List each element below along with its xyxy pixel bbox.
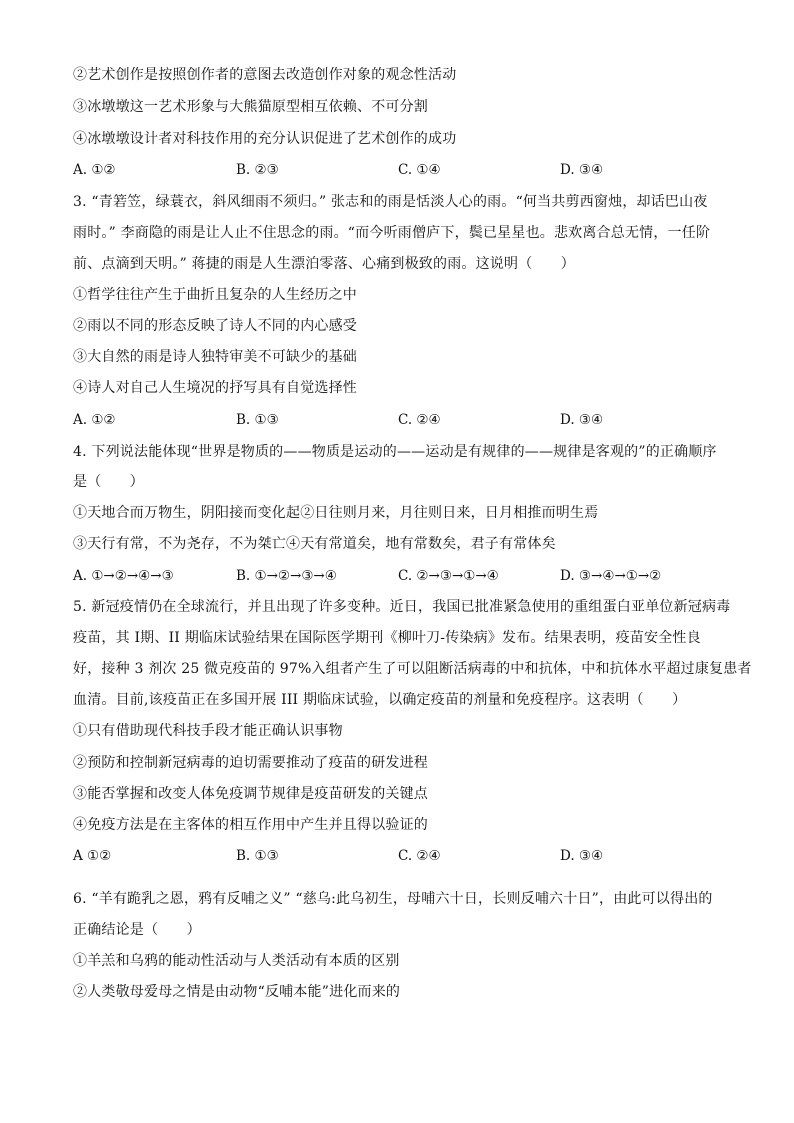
q3-stem-line-1: 3. “青箬笠，绿蓑衣，斜风细雨不须归。” 张志和的雨是恬淡人心的雨。“何当共剪西窗烛，却话巴山夜 (73, 194, 708, 210)
q6-stem-line-2: 正确结论是（ ） (73, 922, 201, 938)
q2-option-b: B. ②③ (236, 162, 279, 178)
q5-stem-line-1: 5. 新冠疫情仍在全球流行，并且出现了许多变种。近日，我国已批准紧急使用的重组蛋白亚单位新冠病毒 (73, 599, 731, 615)
q2-statement-2: ②艺术创作是按照创作者的意图去改造创作对象的观念性活动 (73, 67, 457, 83)
q2-option-d: D. ③④ (560, 162, 604, 178)
q2-option-a: A. ①② (73, 162, 116, 178)
q5-stem-line-4: 血清。目前,该疫苗正在多国开展 III 期临床试验，以确定疫苗的剂量和免疫程序。这表明（ ） (73, 692, 687, 708)
q3-stem-line-2: 雨时。” 李商隐的雨是让人止不住思念的雨。“而今听雨僧庐下，鬓已星星也。悲欢离合总无情，一任阶 (73, 225, 711, 241)
q2-option-c: C. ①④ (398, 162, 441, 178)
q5-statement-1: ①只有借助现代科技手段才能正确认识事物 (73, 723, 343, 739)
q3-stem-line-3: 前、点滴到天明。” 蒋捷的雨是人生漂泊零落、心痛到极致的雨。这说明（ ） (73, 256, 576, 272)
q3-option-c: C. ②④ (398, 412, 441, 428)
q5-stem-line-3: 好，接种 3 剂次 25 微克疫苗的 97%入组者产生了可以阻断活病毒的中和抗体，中和抗体水平超过康复患者 (73, 661, 752, 677)
q5-stem-line-2: 疫苗，其 I期、II 期临床试验结果在国际医学期刊《柳叶刀-传染病》发布。结果表明，疫苗安全性良 (73, 630, 701, 646)
q4-statements-1-2: ①天地合而万物生，阴阳接而变化起②日往则月来，月往则日来，日月相推而明生焉 (73, 505, 599, 521)
q4-stem-line-2: 是（ ） (73, 474, 144, 490)
q2-statement-4: ④冰墩墩设计者对科技作用的充分认识促进了艺术创作的成功 (73, 131, 457, 147)
q3-statement-1: ①哲学往往产生于曲折且复杂的人生经历之中 (73, 287, 357, 303)
q4-statements-3-4: ③天行有常，不为尧存，不为桀亡④天有常道矣，地有常数矣，君子有常体矣 (73, 536, 556, 552)
q3-statement-4: ④诗人对自己人生境况的抒写具有自觉选择性 (73, 380, 357, 396)
q3-option-d: D. ③④ (560, 412, 604, 428)
q6-statement-1: ①羊羔和乌鸦的能动性活动与人类活动有本质的区别 (73, 953, 400, 969)
q2-statement-3: ③冰墩墩这一艺术形象与大熊猫原型相互依赖、不可分割 (73, 99, 428, 115)
q5-option-b: B. ①③ (236, 848, 279, 864)
q3-option-a: A. ①② (73, 412, 116, 428)
q4-option-d: D. ③→④→①→② (560, 568, 662, 584)
q4-stem-line-1: 4. 下列说法能体现“世界是物质的——物质是运动的——运动是有规律的——规律是客观的”的正确顺序 (73, 444, 717, 460)
q5-option-c: C. ②④ (398, 848, 441, 864)
q6-statement-2: ②人类敬母爱母之情是由动物“反哺本能”进化而来的 (73, 984, 401, 1000)
q5-statement-3: ③能否掌握和改变人体免疫调节规律是疫苗研发的关键点 (73, 786, 428, 802)
q4-option-c: C. ②→③→①→④ (398, 568, 499, 584)
q3-statement-3: ③大自然的雨是诗人独特审美不可缺少的基础 (73, 349, 357, 365)
q3-statement-2: ②雨以不同的形态反映了诗人不同的内心感受 (73, 318, 357, 334)
q3-option-b: B. ①③ (236, 412, 279, 428)
q5-statement-2: ②预防和控制新冠病毒的迫切需要推动了疫苗的研发进程 (73, 755, 428, 771)
q5-option-d: D. ③④ (560, 848, 604, 864)
q4-option-a: A. ①→②→④→③ (73, 568, 174, 584)
q5-statement-4: ④免疫方法是在主客体的相互作用中产生并且得以验证的 (73, 817, 428, 833)
q5-option-a: A ①② (73, 848, 112, 864)
q4-option-b: B. ①→②→③→④ (236, 568, 337, 584)
q6-stem-line-1: 6. “羊有跪乳之恩，鸦有反哺之义” “慈乌:此乌初生，母哺六十日，长则反哺六十日”，由此可以得出的 (73, 891, 713, 907)
